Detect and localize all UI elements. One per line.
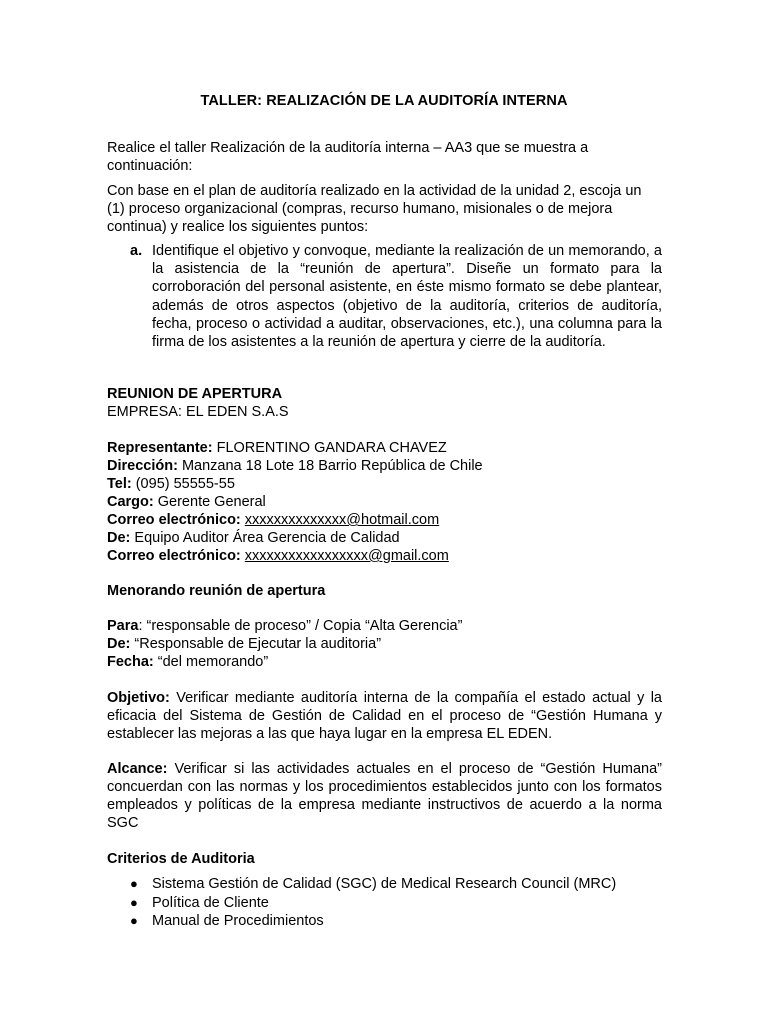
email-link[interactable]: xxxxxxxxxxxxxxxxx@gmail.com [244,548,449,564]
list-item-text: Identifique el objetivo y convoque, mediante la realización de un memorando, a la asistencia de la “reunión de apertura”. Diseñe un formato para la corroboración del personal asistente, en éste mismo formato se debe plantear, además de otros aspectos (objetivo de la auditoría, criterios de auditoría, fecha, proceso o actividad a auditar, observaciones, etc.), una columna para la firma de los asistentes a la reunión de apertura y cierre de la auditoría. [152,243,662,351]
field-value: “Responsable de Ejecutar la auditoria” [130,636,382,652]
contact-row-from [107,529,662,547]
contact-row-tel [107,475,662,493]
contact-row-email-2 [107,547,662,565]
objective-paragraph [107,689,662,743]
field-label: Fecha: [107,654,154,670]
memo-row-date [107,653,662,671]
list-item-a [130,242,662,351]
contact-row-representative [107,439,662,457]
document-title: TALLER: REALIZACIÓN DE LA AUDITORÍA INTERNA [200,93,568,109]
field-label: Cargo: [107,494,154,510]
criteria-heading: Criterios de Auditoria [107,851,255,867]
intro-paragraph: Realice el taller Realización de la auditoría interna – AA3 que se muestra a continuación: [107,140,589,174]
list-marker: a. [130,243,143,259]
memo-row-to [107,617,662,635]
scope-paragraph [107,760,662,832]
scope-text: Verificar si las actividades actuales en el proceso de “Gestión Humana” concuerdan con las normas y los procedimientos establecidos junto con los formatos empleados y políticas de la empresa mediante instructivos de acuerdo a la norma SGC [107,761,662,831]
scope-label: Alcance: [107,761,168,777]
bullet-icon: ● [130,913,138,928]
meeting-header [107,385,662,421]
field-label: Para [107,618,139,634]
field-label: Correo electrónico: [107,548,241,564]
email-link[interactable]: xxxxxxxxxxxxxx@hotmail.com [244,512,440,528]
field-value: Manzana 18 Lote 18 Barrio República de Chile [177,458,483,474]
instructions-paragraph: Con base en el plan de auditoría realizado en la actividad de la unidad 2, escoja un (1) proceso organizacional (compras, recurso humano, misionales o de mejora continua) y realice los siguientes puntos: [107,183,642,235]
list-item-text: Política de Cliente [152,894,269,911]
memo-row-from [107,635,662,653]
memo-fields [107,617,662,671]
field-value: Gerente General [153,494,266,510]
field-value: “del memorando” [153,654,269,670]
company-name: EMPRESA: EL EDEN S.A.S [107,404,289,420]
list-item-text: Manual de Procedimientos [152,913,324,929]
contact-row-address [107,457,662,475]
field-label: De: [107,530,131,546]
field-value: (095) 55555-55 [131,476,235,492]
bullet-icon: ● [130,894,138,910]
field-label: Tel: [107,476,132,492]
contact-row-role [107,493,662,511]
field-label: De: [107,636,131,652]
contact-row-email-1 [107,511,662,529]
field-label: Representante: [107,440,213,456]
contact-info [107,439,662,565]
list-item [107,912,616,931]
list-item [107,894,616,913]
list-item-text: Sistema Gestión de Calidad (SGC) de Medical Research Council (MRC) [152,876,617,892]
field-value: Equipo Auditor Área Gerencia de Calidad [130,530,400,546]
field-value: : “responsable de proceso” / Copia “Alta Gerencia” [138,618,463,634]
bullet-icon: ● [130,876,138,891]
field-value: FLORENTINO GANDARA CHAVEZ [212,440,447,456]
criteria-list [107,875,616,931]
objective-label: Objetivo: [107,690,170,706]
memo-heading: Menorando reunión de apertura [107,583,326,599]
field-label: Correo electrónico: [107,512,241,528]
meeting-heading: REUNION DE APERTURA [107,386,283,402]
field-label: Dirección: [107,458,178,474]
list-item [107,875,616,894]
objective-text: Verificar mediante auditoría interna de la compañía el estado actual y la eficacia del Sistema de Gestión de Calidad en el proceso de “Gestión Humana y establecer las mejoras a las que haya lugar en la empresa EL EDEN. [107,690,662,742]
